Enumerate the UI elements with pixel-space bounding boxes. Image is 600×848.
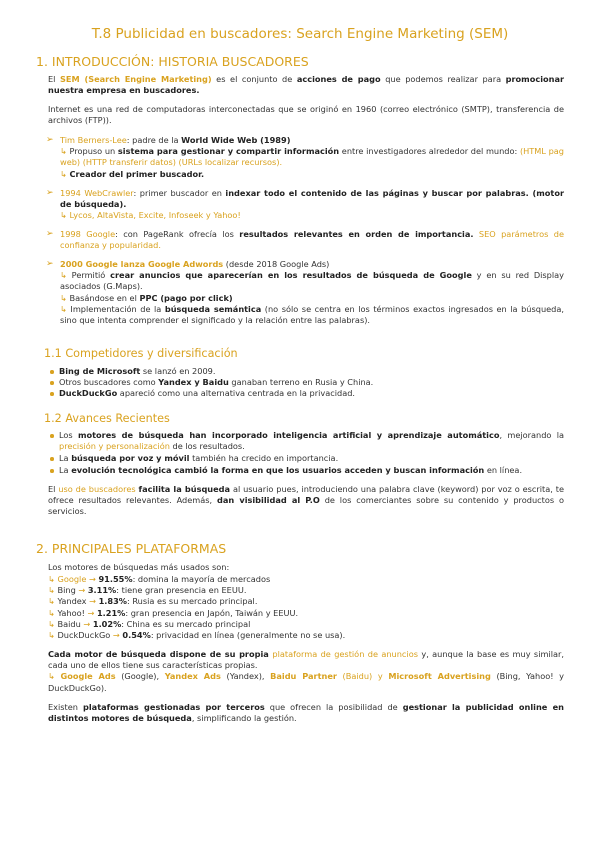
bullet-dot-icon [50, 392, 54, 396]
arrow-bullet-icon: ➢ [46, 259, 54, 269]
sub-arrow-icon: ↳ [48, 630, 55, 641]
bullet-dot-icon [50, 381, 54, 385]
page-title: T.8 Publicidad en buscadores: Search Engine Marketing (SEM) [91, 26, 509, 42]
section-1-2-heading: 1.2 Avances Recientes [44, 412, 170, 425]
arrow-bullet-icon: ➢ [46, 188, 54, 198]
section-1-1-heading: 1.1 Competidores y diversificación [44, 347, 238, 360]
list-item: Bing de Microsoft se lanzó en 2009. [50, 366, 564, 377]
sub-arrow-icon: ↳ [60, 303, 67, 314]
list-item: ↳ Yandex → 1.83%: Rusia es su mercado principal. [48, 596, 258, 607]
engines-list [48, 574, 564, 641]
list-item: DuckDuckGo apareció como una alternativa centrada en la privacidad. [50, 388, 564, 399]
sub-arrow-icon: ↳ [48, 607, 55, 618]
ad-platforms-paragraph: Cada motor de búsqueda dispone de su propia plataforma de gestión de anuncios y, aunque la base es muy similar, cada uno de ellos tiene sus características propias. ↳ Google Ads (Google), Yandex Ads (Yandex), Baidu Partner (Baidu) y Microsoft Advertising (Bing, Yahoo! y DuckDuckGo). [48, 649, 564, 693]
sub-arrow-icon: ↳ [48, 585, 55, 596]
sub-arrow-icon: ↳ [48, 671, 55, 682]
bullet-dot-icon [50, 370, 54, 374]
list-item: ↳ Google → 91.55%: domina la mayoría de mercados [48, 574, 271, 584]
internet-paragraph: Internet es una red de computadoras interconectadas que se originó en 1960 (correo electrónico (SMTP), transferencia de archivos (FTP)). [48, 104, 564, 126]
list-item: Otros buscadores como Yandex y Baidu ganaban terreno en Rusia y China. [50, 377, 564, 388]
list-item-adwords: ➢ 2000 Google lanza Google Adwords (desde 2018 Google Ads) ↳ Permitió crear anuncios que aparecerían en los resultados de búsqueda de Google y en su red Display asociados (G.Maps). ↳ Basándose en el PPC (pago por click) ↳ Implementación de la búsqueda semántica (no sólo se centra en los términos exactos ingresados en la búsqueda, sino que intenta comprender el significado y la relación entre las palabras). [46, 259, 565, 326]
sub-arrow-icon: ↳ [60, 168, 67, 179]
bullet-dot-icon [50, 434, 54, 438]
sub-arrow-icon: ↳ [60, 270, 67, 281]
list-item-webcrawler: ➢ 1994 WebCrawler: primer buscador en indexar todo el contenido de las páginas y buscar por palabras. (motor de búsqueda). ↳ Lycos, AltaVista, Excite, Infoseek y Yahoo! [46, 188, 564, 221]
list-item: ↳ Yahoo! → 1.21%: gran presencia en Japón, Taiwán y EEUU. [48, 607, 299, 618]
section-2-heading: 2. PRINCIPALES PLATAFORMAS [36, 541, 227, 556]
bullet-dot-icon [50, 457, 54, 461]
sub-arrow-icon: ↳ [60, 146, 67, 157]
arrow-bullet-icon: ➢ [46, 135, 54, 145]
third-party-paragraph: Existen plataformas gestionadas por terceros que ofrecen la posibilidad de gestionar la publicidad online en distintos motores de búsqueda, simplificando la gestión. [48, 702, 564, 724]
list-item: ↳ DuckDuckGo → 0.54%: privacidad en línea (generalmente no se usa). [48, 630, 346, 641]
sub-arrow-icon: ↳ [60, 292, 67, 303]
bullet-dot-icon [50, 469, 54, 473]
search-usage-paragraph: El uso de buscadores facilita la búsqueda al usuario pues, introduciendo una palabra clave (keyword) por voz o escrita, te ofrece resultados relevantes. Además, dan visibilidad al P.O de los comerciantes sobre su contenido y productos o servicios. [48, 484, 564, 517]
sub-arrow-icon: ↳ [60, 210, 67, 221]
intro-paragraph: El SEM (Search Engine Marketing) es el conjunto de acciones de pago que podemos realizar para promocionar nuestra empresa en buscadores. [48, 74, 565, 96]
list-item: ↳ Bing → 3.11%: tiene gran presencia en EEUU. [48, 585, 247, 596]
list-item-google-1998: ➢ 1998 Google: con PageRank ofrecía los resultados relevantes en orden de importancia. SEO parámetros de confianza y popularidad. [46, 229, 565, 251]
arrow-bullet-icon: ➢ [46, 229, 54, 239]
list-item: Los motores de búsqueda han incorporado inteligencia artificial y aprendizaje automático, mejorando la precisión y personalización de los resultados. [50, 430, 564, 452]
sub-arrow-icon: ↳ [48, 596, 55, 607]
sub-arrow-icon: ↳ [48, 618, 55, 629]
engines-intro: Los motores de búsquedas más usados son: [48, 562, 230, 572]
list-item: La búsqueda por voz y móvil también ha crecido en importancia. [50, 453, 564, 464]
list-item-berners-lee: ➢ Tim Berners-Lee: padre de la World Wide Web (1989) ↳ Propuso un sistema para gestionar y compartir información entre investigadores alrededor del mundo: (HTML pag web) (HTTP transferir datos) (URLs localizar recursos). ↳ Creador del primer buscador. [46, 135, 564, 179]
sub-arrow-icon: ↳ [48, 574, 55, 584]
list-item: La evolución tecnológica cambió la forma en que los usuarios acceden y buscan información en línea. [50, 465, 564, 476]
section-1-heading: 1. INTRODUCCIÓN: HISTORIA BUSCADORES [36, 54, 309, 69]
list-item: ↳ Baidu → 1.02%: China es su mercado principal [48, 618, 251, 629]
